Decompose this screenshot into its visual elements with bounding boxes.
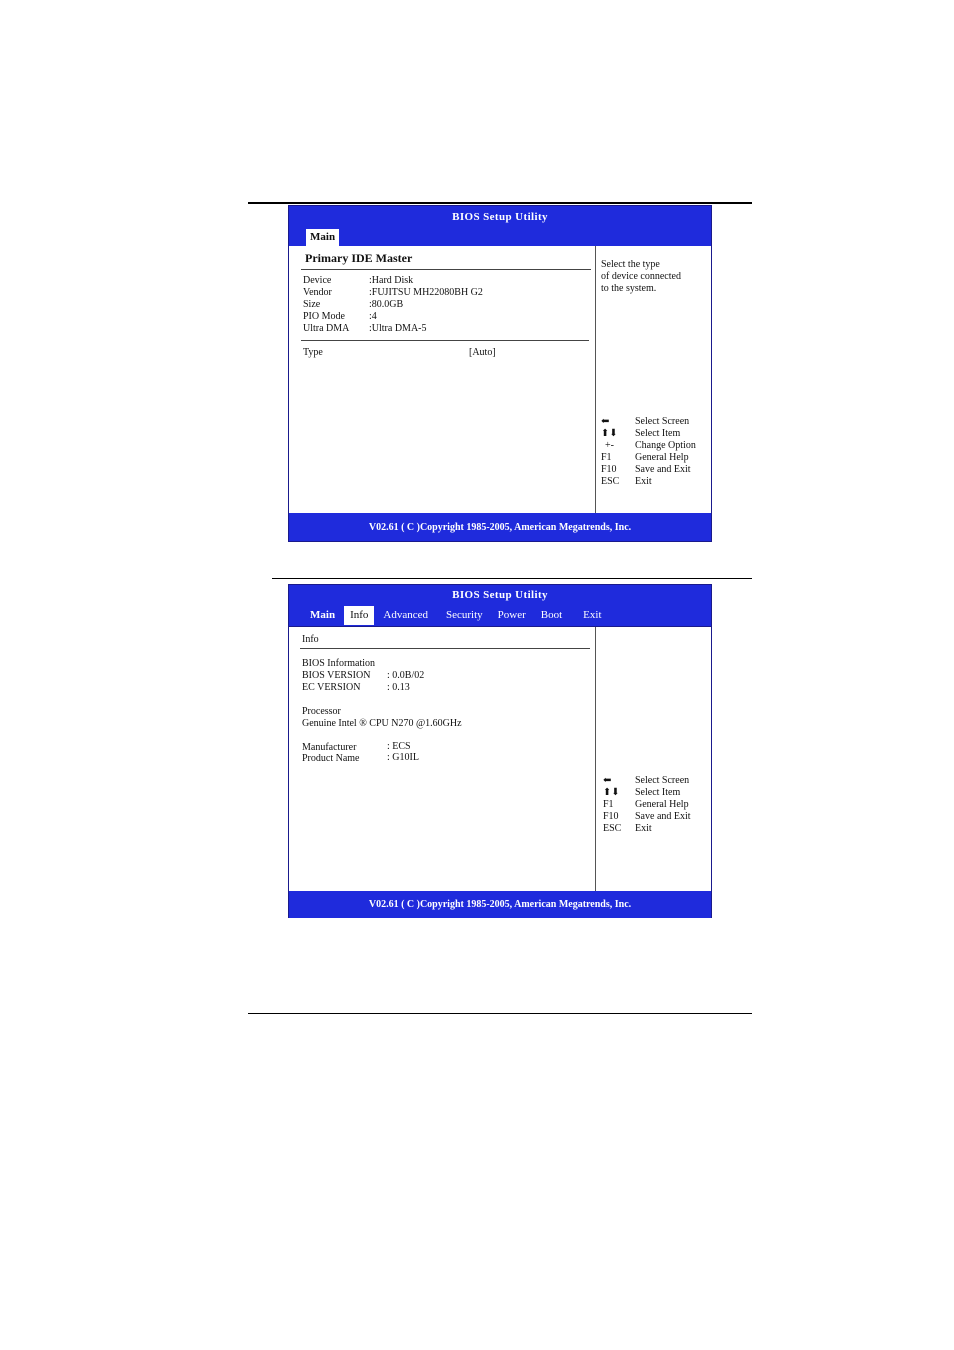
bios-version-label: BIOS VERSION (302, 670, 371, 681)
section-divider (300, 648, 590, 649)
help-text-line-3: to the system. (601, 283, 657, 294)
product-name-value: : G10IL (387, 752, 419, 763)
up-down-arrow-icon: ⬆⬇ (603, 787, 620, 798)
field-pio-value: :4 (369, 311, 377, 322)
menu-bar (289, 227, 711, 246)
fields-divider (301, 340, 589, 341)
tab-info[interactable]: Info (344, 606, 374, 625)
copyright-text: V02.61 ( C )Copyright 1985-2005, American Megatrends, Inc. (368, 899, 632, 910)
copyright-text: V02.61 ( C )Copyright 1985-2005, American Megatrends, Inc. (368, 521, 632, 533)
left-arrow-icon: ⬅ (601, 416, 610, 427)
field-vendor-label: Vendor (303, 287, 332, 298)
processor-value: Genuine Intel ® CPU N270 @1.60GHz (302, 718, 462, 729)
processor-heading: Processor (302, 706, 341, 717)
field-size-value: :80.0GB (369, 299, 404, 310)
product-name-label: Product Name (302, 753, 360, 764)
field-vendor-value: :FUJITSU MH22080BH G2 (369, 287, 483, 298)
tab-main[interactable]: Main (310, 609, 336, 621)
manufacturer-value: : ECS (387, 741, 411, 752)
bios-body (289, 246, 711, 513)
help-text-line-2: of device connected (601, 271, 681, 282)
field-udma-value: :Ultra DMA-5 (369, 323, 427, 334)
ec-version-label: EC VERSION (302, 682, 361, 693)
bios-info-heading: BIOS Information (302, 658, 376, 669)
tab-main[interactable]: Main (306, 229, 339, 246)
bios-title: BIOS Setup Utility (452, 210, 548, 223)
field-pio-label: PIO Mode (303, 311, 345, 322)
section-title: Primary IDE Master (305, 251, 413, 265)
bios-body (289, 626, 711, 891)
type-option[interactable]: [Auto] (469, 347, 496, 358)
copyright-bar (289, 513, 711, 541)
left-arrow-icon: ⬅ (603, 775, 612, 786)
field-device-label: Device (303, 275, 332, 286)
bios-screen-info (288, 584, 712, 918)
field-size-label: Size (303, 299, 321, 310)
main-panel (289, 627, 596, 891)
tab-advanced[interactable]: Advanced (383, 609, 428, 621)
help-panel: Select the type of device connected to the system. ⬅ Select Screen ⬆⬇ Select Item +- Change Option F1 General Help F10 Save and Exit ESC Exit (601, 259, 696, 487)
manufacturer-label: Manufacturer (302, 742, 357, 753)
bios-title: BIOS Setup Utility (452, 589, 548, 601)
help-panel: ⬅ Select Screen ⬆⬇ Select Item F1 General Help F10 Save and Exit ESC Exit (603, 775, 691, 834)
field-device-value: :Hard Disk (369, 275, 414, 286)
ec-version-value: : 0.13 (387, 682, 410, 693)
up-down-arrow-icon: ⬆⬇ (601, 428, 618, 439)
section-title: Info (302, 634, 319, 645)
help-text-line-1: Select the type (601, 259, 660, 270)
tab-exit[interactable]: Exit (583, 609, 602, 621)
tab-security[interactable]: Security (445, 609, 483, 621)
main-panel (289, 246, 596, 513)
field-udma-label: Ultra DMA (303, 323, 350, 334)
page-rule-top (248, 202, 752, 204)
copyright-bar (289, 891, 711, 918)
tab-boot[interactable]: Boot (540, 609, 563, 621)
page-rule-middle (272, 578, 752, 579)
bios-version-value: : 0.0B/02 (387, 670, 425, 681)
type-label: Type (303, 347, 323, 358)
bios-screen-main (288, 205, 712, 542)
bios-title-bar (289, 585, 711, 605)
section-divider (301, 269, 591, 270)
tab-power[interactable]: Power (497, 609, 526, 621)
menu-bar (289, 605, 711, 626)
page-rule-bottom (248, 1013, 752, 1014)
bios-title-bar (289, 206, 711, 227)
